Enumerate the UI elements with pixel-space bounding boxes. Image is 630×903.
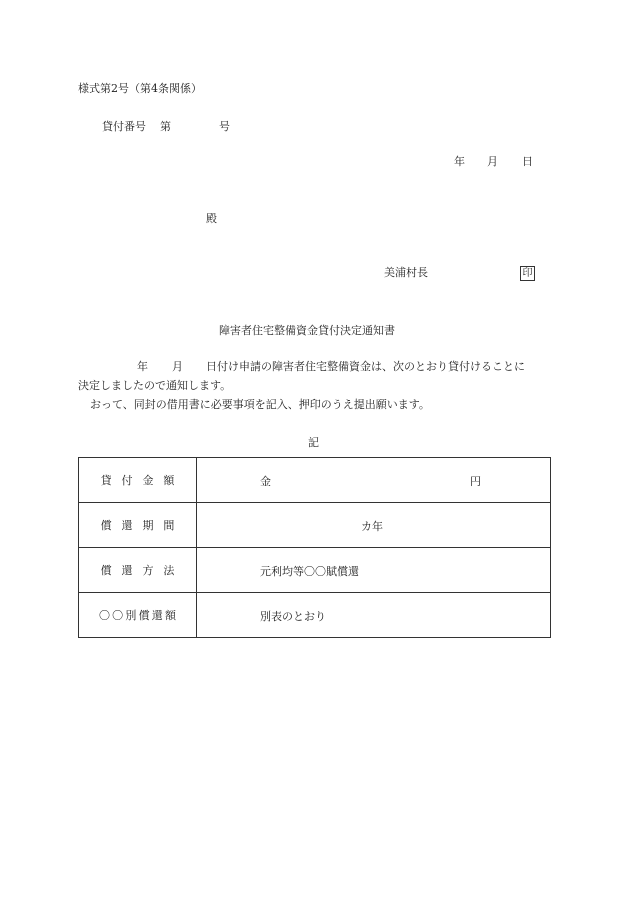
form-number: 様式第2号（第4条関係） <box>78 82 202 95</box>
issuer-name: 美浦村長 <box>384 266 428 279</box>
date-year: 年 <box>454 155 465 168</box>
date-month: 月 <box>487 155 498 168</box>
body-line1-year: 年 <box>137 360 148 373</box>
table-label-installment: 〇〇別償還額 <box>79 593 197 638</box>
table-row <box>79 503 551 548</box>
document-title: 障害者住宅整備資金貸付決定通知書 <box>219 324 395 337</box>
body-line1-rest: 日付け申請の障害者住宅整備資金は、次のとおり貸付けることに <box>206 360 525 373</box>
table-label-method: 償還方法 <box>79 548 197 593</box>
seal-mark: 印 <box>520 266 535 281</box>
period-years: カ年 <box>361 520 383 533</box>
table-value-amount <box>197 458 551 503</box>
installment-text: 別表のとおり <box>260 610 326 623</box>
body-line2: 決定しましたので通知します。 <box>78 379 232 392</box>
table-value-period <box>197 503 551 548</box>
method-text: 元利均等〇〇賦償還 <box>260 565 359 578</box>
loan-details-table <box>78 457 551 638</box>
amount-kin: 金 <box>260 475 271 488</box>
ki-heading: 記 <box>308 436 319 449</box>
table-value-method <box>197 548 551 593</box>
body-line1-month: 月 <box>172 360 183 373</box>
table-label-amount: 貸付金額 <box>79 458 197 503</box>
table-label-period: 償還期間 <box>79 503 197 548</box>
table-value-installment <box>197 593 551 638</box>
loan-number-go: 号 <box>219 120 230 133</box>
table-row <box>79 593 551 638</box>
loan-number-label: 貸付番号 <box>102 120 146 133</box>
table-row <box>79 548 551 593</box>
table-row <box>79 458 551 503</box>
date-day: 日 <box>522 155 533 168</box>
body-line3: おって、同封の借用書に必要事項を記入、押印のうえ提出願います。 <box>90 398 430 411</box>
amount-yen: 円 <box>470 475 481 488</box>
addressee-suffix: 殿 <box>206 212 217 225</box>
loan-number-dai: 第 <box>160 120 171 133</box>
